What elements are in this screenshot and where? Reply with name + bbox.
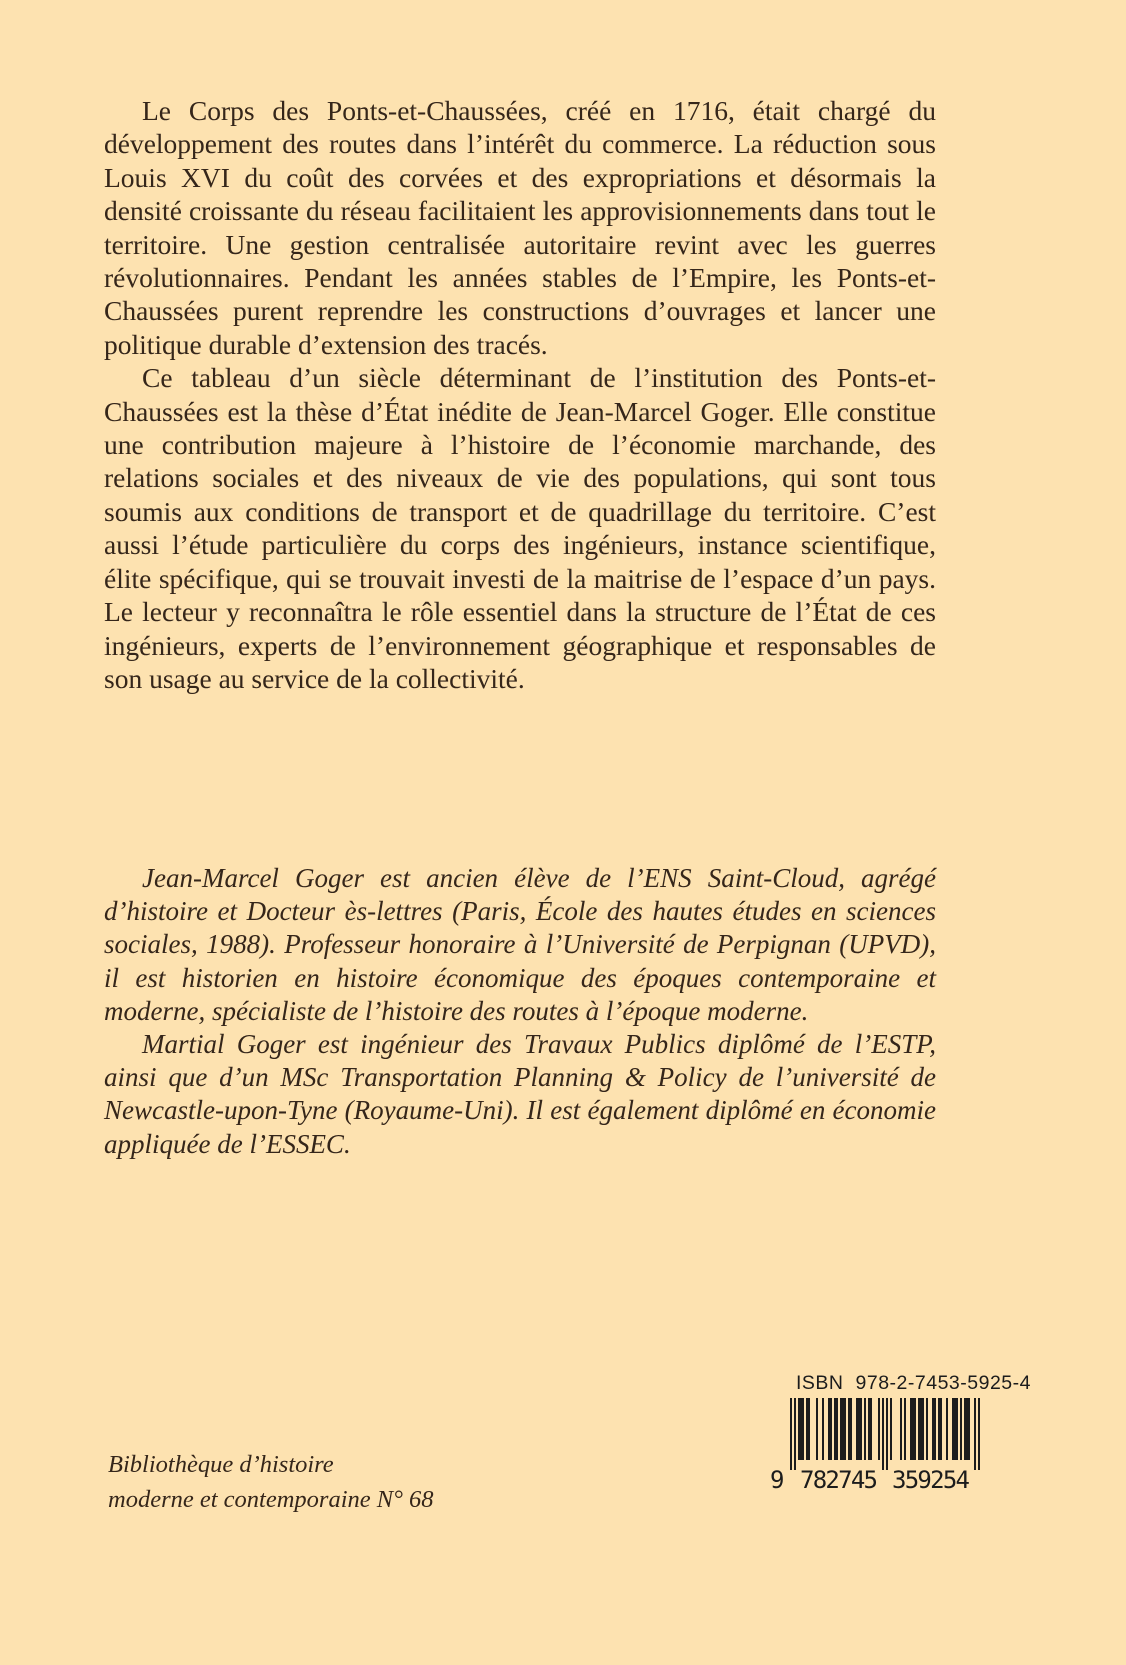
- author-bio-section: [104, 862, 936, 1161]
- collection-line-1: Bibliothèque d’histoire: [108, 1451, 334, 1478]
- svg-text:9: 9: [770, 1466, 785, 1494]
- svg-text:782745: 782745: [800, 1466, 878, 1494]
- author-bio-jean-marcel: Jean-Marcel Goger est ancien élève de l’ENS Saint-Cloud, agrégé d’histoire et Docteur ès-lettres (Paris, École des hautes études en sciences sociales, 1988). Professeur honoraire à l’Université de Perpignan (UPVD), il est historien en histoire économique des époques contemporaine et moderne, spécialiste de l’histoire des routes à l’époque moderne.: [104, 863, 936, 1026]
- synopsis-paragraph-1: Le Corps des Ponts-et-Chaussées, créé en 1716, était chargé du développement des routes dans l’intérêt du commerce. La réduction sous Louis XVI du coût des corvées et des expropriations et désormais la densité croissante du réseau facilitaient les approvisionnements dans tout le territoire. Une gestion centralisée autoritaire revint avec les guerres révolutionnaires. Pendant les années stables de l’Empire, les Ponts-et-Chaussées purent reprendre les constructions d’ouvrages et lancer une politique durable d’extension des tracés.: [104, 95, 936, 360]
- svg-text:359254: 359254: [892, 1466, 970, 1494]
- synopsis-paragraph-2: Ce tableau d’un siècle déterminant de l’institution des Ponts-et-Chaussées est la thèse d’État inédite de Jean-Marcel Goger. Elle constitue une contribution majeure à l’histoire de l’économie marchande, des relations sociales et des niveaux de vie des populations, qui sont tous soumis aux conditions de transport et de quadrillage du territoire. C’est aussi l’étude particulière du corps des ingénieurs, instance scientifique, élite spécifique, qui se trouvait investi de la maitrise de l’espace d’un pays. Le lecteur y reconnaîtra le rôle essentiel dans la structure de l’État de ces ingénieurs, experts de l’environnement géographique et responsables de son usage au service de la collectivité.: [104, 362, 936, 694]
- isbn-number: 978-2-7453-5925-4: [855, 1372, 1031, 1394]
- author-bio-martial: Martial Goger est ingénieur des Travaux Publics diplômé de l’ESTP, ainsi que d’un MSc Transportation Planning & Policy de l’université de Newcastle-upon-Tyne (Royaume-Uni). Il est également diplômé en économie appliquée de l’ESSEC.: [104, 1029, 936, 1159]
- collection-label: [108, 1447, 434, 1517]
- isbn-label: ISBN: [796, 1372, 844, 1394]
- isbn-number-line: [796, 1372, 1031, 1395]
- ean13-barcode: [770, 1398, 982, 1494]
- isbn-barcode-block: [770, 1372, 1031, 1494]
- synopsis-section: [104, 94, 936, 695]
- collection-line-2: moderne et contemporaine N° 68: [108, 1486, 434, 1513]
